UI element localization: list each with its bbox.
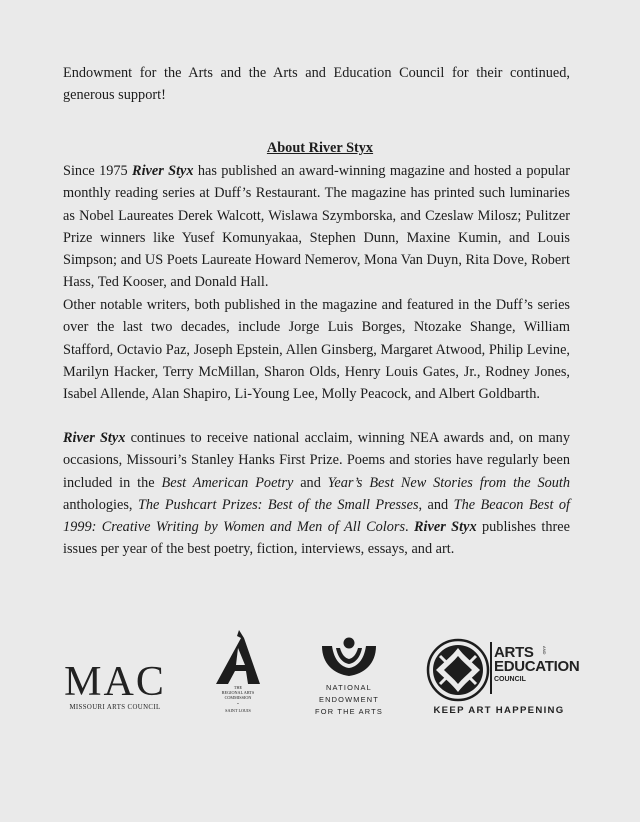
p1-text-c: has published an award-winning magazine and hosted a popular monthly reading series at Duff’s Restaurant. The magazine has printed such luminaries as Nobel Laureates Derek Walcott, Wislawa Szymborska, and Czeslaw Milosz; Pulitzer Prize winners like Yusef Komunyakaa, Stephen Dunn, Maxine Kumin, and Louis Simpson; and US Poets Laureate Howard Nemerov, Mona Van Duyn, Rita Dove, Robert Hass, Ted Kooser, and Donald Hall. [63, 163, 570, 291]
about-paragraph-1 [63, 160, 570, 294]
missouri-arts-council-logo [60, 659, 170, 712]
p3-text-h: , and [418, 496, 454, 513]
p3-magazine-title-1: River Styx [63, 430, 126, 446]
p3-text-l: publishes three issues per year of the best poetry, fiction, interviews, essays, and art. [63, 519, 570, 558]
p1-text-a: Since 1975 [63, 163, 133, 179]
p3-anthology-1: Best American Poetry [161, 474, 294, 491]
intro-paragraph [63, 62, 570, 107]
mac-logo-letters: MAC [64, 659, 166, 705]
intro-text: Endowment for the Arts and the Arts and Education Council for their continued, generous support! [63, 65, 570, 104]
p3-anthology-2: Year’s Best New Stories from the South [327, 474, 571, 491]
p3-text-d: and [293, 474, 328, 491]
p3-anthology-3: The Pushcart Prizes: Best of the Small Presses [137, 496, 419, 513]
nea-line-3: FOR THE ARTS [315, 707, 383, 716]
rac-a-mark-icon [208, 628, 268, 686]
about-paragraph-3 [63, 427, 570, 561]
aec-divider [490, 642, 492, 694]
p3-text-b: continues to receive national acclaim, winning NEA awards and, on many occasions, Missouri’s Stanley Hanks First Prize. Poems and stories have regularly been included in the [63, 430, 570, 491]
p3-magazine-title-2: River Styx [414, 519, 477, 536]
p1-magazine-title: River Styx [132, 163, 194, 179]
rac-line-4: SAINT LOUIS [225, 708, 251, 713]
mac-logo-subtitle: MISSOURI ARTS COUNCIL [69, 704, 161, 711]
regional-arts-commission-logo [208, 628, 268, 720]
p3-text-j: . [405, 519, 414, 536]
rac-line-1: THE [233, 685, 243, 690]
aec-council-label: COUNCIL [494, 676, 526, 683]
p3-anthology-4: The Beacon Best of 1999: Creative Writing by Women and Men of All Colors [63, 496, 570, 536]
nea-line-1: NATIONAL [325, 683, 372, 692]
rac-line-2: REGIONAL ARTS [221, 690, 255, 695]
nea-emblem-icon [306, 634, 392, 678]
section-heading: About River Styx [266, 140, 374, 156]
aec-tagline: KEEP ART HAPPENING [433, 705, 565, 716]
arts-education-council-logo [424, 638, 580, 718]
rac-line-3: COMMISSION [224, 695, 252, 700]
national-endowment-arts-logo [306, 634, 392, 720]
p2-text: Other notable writers, both published in the magazine and featured in the Duff’s series over the last two decades, include Jorge Luis Borges, Ntozake Shange, William Stafford, Octavio Paz, Joseph Epstein, Allen Ginsberg, Margaret Atwood, Philip Levine, Marilyn Hacker, Terry McMillan, Sharon Olds, Henry Louis Gates, Jr., Rodney Jones, Isabel Allende, Alan Shapiro, Li-Young Lee, Molly Peacock, and Albert Goldbarth. [63, 297, 570, 403]
rac-dot: • [237, 701, 239, 706]
about-paragraph-2 [63, 294, 570, 405]
aec-and-label: AND [542, 646, 547, 655]
aec-emblem-icon [426, 638, 490, 702]
aec-education-label: EDUCATION [494, 658, 580, 675]
p3-text-f: anthologies, [63, 496, 138, 513]
nea-line-2: ENDOWMENT [318, 695, 380, 704]
aec-arts-label: ARTS [494, 644, 534, 661]
